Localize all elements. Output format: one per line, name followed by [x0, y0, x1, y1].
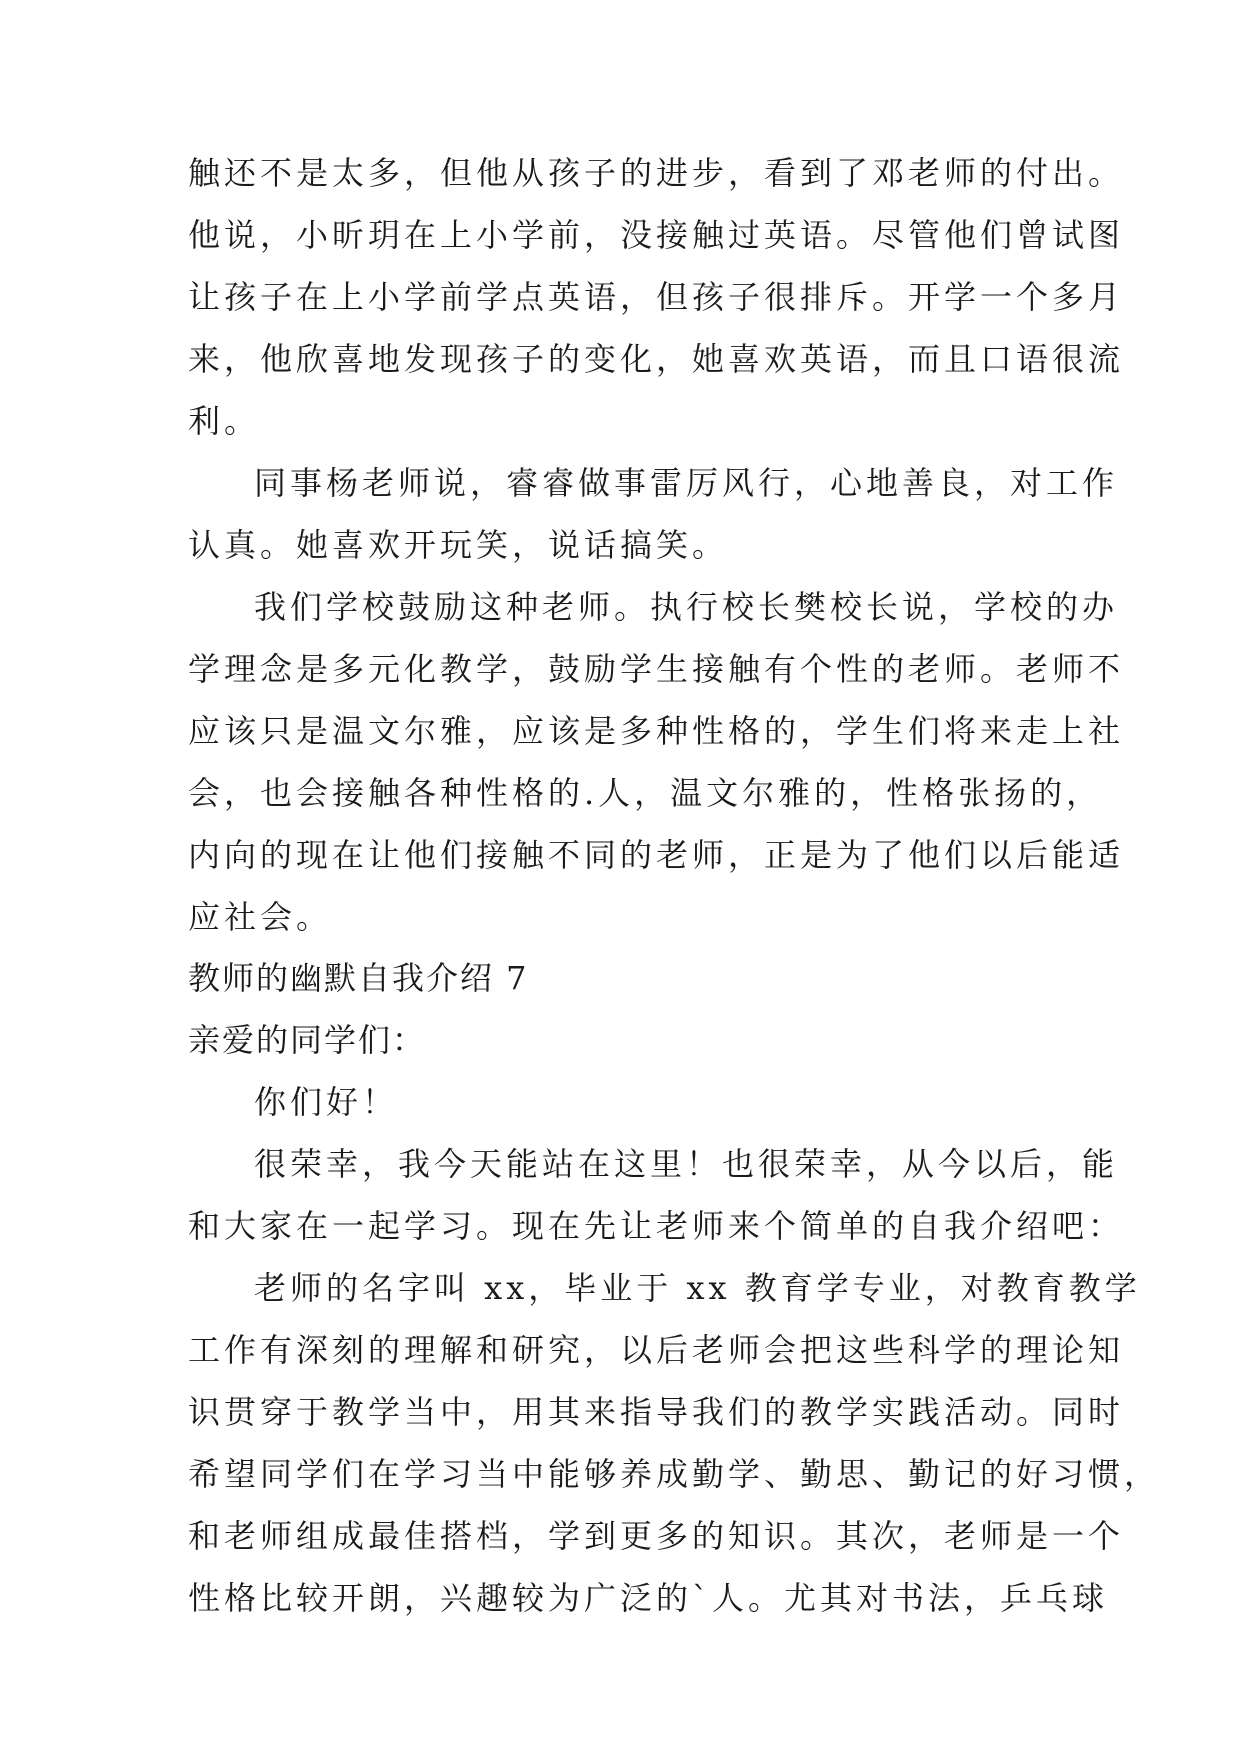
text-line-10: 应该只是温文尔雅，应该是多种性格的，学生们将来走上社 [188, 712, 1125, 750]
text-line-24: 性格比较开朗，兴趣较为广泛的`人。尤其对书法，乒乓球 [188, 1579, 1109, 1617]
text-line-22: 希望同学们在学习当中能够养成勤学、勤思、勤记的好习惯， [188, 1455, 1161, 1493]
text-line-11: 会，也会接触各种性格的.人，温文尔雅的，性格张扬的， [188, 774, 1103, 812]
text-line-3: 让孩子在上小学前学点英语，但孩子很排斥。开学一个多月 [188, 278, 1125, 316]
text-line-1: 触还不是太多，但他从孩子的进步，看到了邓老师的付出。 [188, 154, 1125, 192]
greeting: 你们好！ [254, 1083, 399, 1121]
text-line-20: 工作有深刻的理解和研究，以后老师会把这些科学的理论知 [188, 1331, 1125, 1369]
text-line-6: 同事杨老师说，睿睿做事雷厉风行，心地善良，对工作 [254, 464, 1119, 502]
text-line-9: 学理念是多元化教学，鼓励学生接触有个性的老师。老师不 [188, 650, 1125, 688]
text-line-12: 内向的现在让他们接触不同的老师，正是为了他们以后能适 [188, 836, 1125, 874]
text-line-23: 和老师组成最佳搭档，学到更多的知识。其次，老师是一个 [188, 1517, 1125, 1555]
text-line-18: 和大家在一起学习。现在先让老师来个简单的自我介绍吧： [188, 1207, 1125, 1245]
text-line-13: 应社会。 [188, 898, 333, 936]
text-line-8: 我们学校鼓励这种老师。执行校长樊校长说，学校的办 [254, 588, 1119, 626]
text-line-17: 很荣幸，我今天能站在这里！也很荣幸，从今以后，能 [254, 1145, 1119, 1183]
salutation: 亲爱的同学们： [188, 1021, 427, 1059]
text-line-4: 来，他欣喜地发现孩子的变化，她喜欢英语，而且口语很流 [188, 340, 1125, 378]
section-heading: 教师的幽默自我介绍 7 [188, 959, 529, 997]
text-line-5: 利。 [188, 402, 261, 440]
text-line-7: 认真。她喜欢开玩笑，说话搞笑。 [188, 526, 729, 564]
text-line-19: 老师的名字叫 xx，毕业于 xx 教育学专业，对教育教学 [254, 1269, 1141, 1307]
text-line-2: 他说，小昕玥在上小学前，没接触过英语。尽管他们曾试图 [188, 216, 1125, 254]
text-line-21: 识贯穿于教学当中，用其来指导我们的教学实践活动。同时 [188, 1393, 1125, 1431]
